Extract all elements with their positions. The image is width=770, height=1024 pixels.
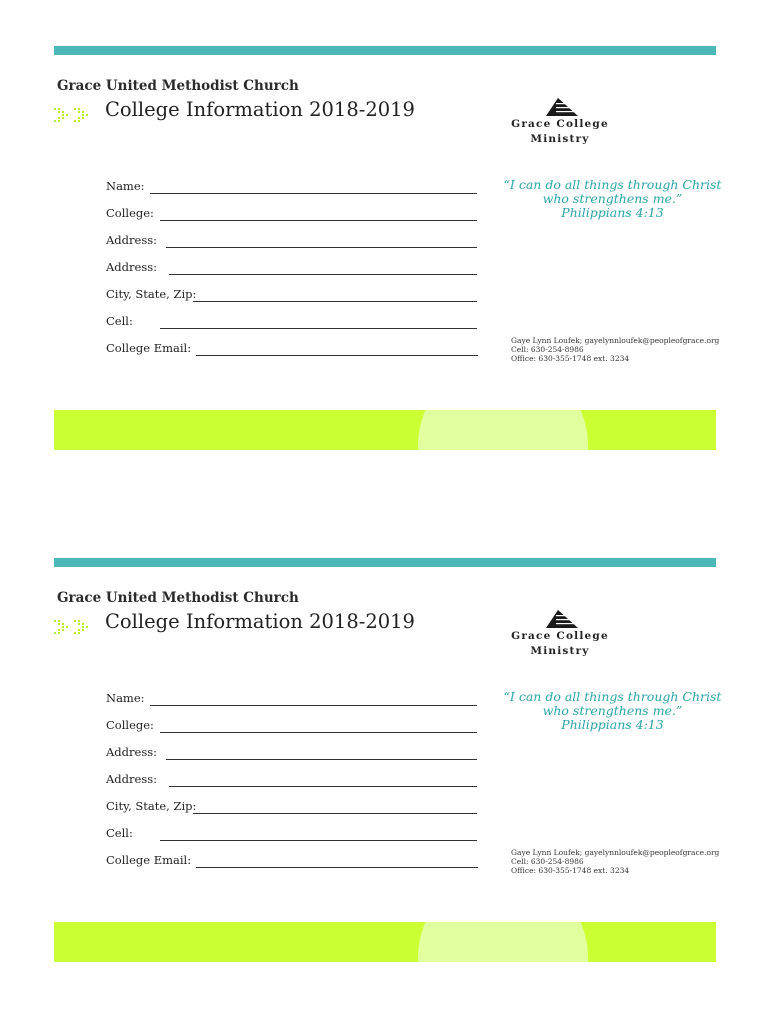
contact-info [511, 336, 719, 363]
quote-line-2: who strengthens me.” [542, 191, 683, 206]
decorative-arc [418, 922, 588, 962]
contact-office: Office: 630-355-1748 ext. 3234 [511, 866, 630, 875]
pyramid-logo-icon [542, 98, 578, 116]
college-email-field[interactable] [196, 867, 478, 868]
quote-line-2: who strengthens me.” [542, 703, 683, 718]
cell-label: Cell: [106, 314, 133, 328]
logo-line-2: Ministry [530, 645, 590, 657]
top-accent-bar [54, 558, 716, 567]
logo-line-2: Ministry [530, 133, 590, 145]
address-label-1: Address: [106, 745, 158, 759]
quote-line-1: “I can do all things through Christ [503, 177, 722, 192]
ministry-logo [505, 610, 615, 660]
ministry-logo [505, 98, 615, 148]
pyramid-logo-icon [542, 610, 578, 628]
top-accent-bar [54, 46, 716, 55]
info-card-1 [0, 46, 770, 466]
logo-line-1: Grace College [511, 118, 609, 130]
contact-name-email: Gaye Lynn Loufek; gayelynnloufek@peopleofgrace.org [511, 848, 720, 857]
logo-line-1: Grace College [511, 630, 609, 642]
quote-reference: Philippians 4:13 [561, 205, 664, 220]
college-field[interactable] [160, 220, 477, 221]
name-label: Name: [106, 691, 145, 705]
name-field[interactable] [150, 193, 477, 194]
bottom-accent-bar [54, 410, 716, 450]
address-label-2: Address: [106, 772, 158, 786]
info-card-2 [0, 558, 770, 978]
city-state-zip-field[interactable] [193, 301, 477, 302]
college-email-field[interactable] [196, 355, 478, 356]
contact-office: Office: 630-355-1748 ext. 3234 [511, 354, 630, 363]
form-title: College Information 2018-2019 [105, 98, 415, 121]
college-field[interactable] [160, 732, 477, 733]
city-state-zip-label: City, State, Zip: [106, 799, 197, 813]
scripture-quote [500, 178, 725, 220]
quote-line-1: “I can do all things through Christ [503, 689, 722, 704]
church-name: Grace United Methodist Church [57, 590, 299, 606]
contact-cell: Cell: 630-254-8986 [511, 857, 584, 866]
college-email-label: College Email: [106, 853, 192, 867]
address-field-1[interactable] [166, 759, 477, 760]
form-title: College Information 2018-2019 [105, 610, 415, 633]
address-label-1: Address: [106, 233, 158, 247]
contact-cell: Cell: 630-254-8986 [511, 345, 584, 354]
city-state-zip-field[interactable] [193, 813, 477, 814]
address-field-1[interactable] [166, 247, 477, 248]
address-field-2[interactable] [169, 274, 477, 275]
name-field[interactable] [150, 705, 477, 706]
cell-label: Cell: [106, 826, 133, 840]
contact-name-email: Gaye Lynn Loufek; gayelynnloufek@peopleofgrace.org [511, 336, 720, 345]
decorative-arc [418, 410, 588, 450]
address-field-2[interactable] [169, 786, 477, 787]
quote-reference: Philippians 4:13 [561, 717, 664, 732]
address-label-2: Address: [106, 260, 158, 274]
cell-field[interactable] [160, 328, 477, 329]
contact-info [511, 848, 719, 875]
name-label: Name: [106, 179, 145, 193]
scripture-quote [500, 690, 725, 732]
college-label: College: [106, 718, 154, 732]
bottom-accent-bar [54, 922, 716, 962]
college-label: College: [106, 206, 154, 220]
double-chevron-right-icon [52, 618, 94, 638]
cell-field[interactable] [160, 840, 477, 841]
college-email-label: College Email: [106, 341, 192, 355]
double-chevron-right-icon [52, 106, 94, 126]
city-state-zip-label: City, State, Zip: [106, 287, 197, 301]
church-name: Grace United Methodist Church [57, 78, 299, 94]
